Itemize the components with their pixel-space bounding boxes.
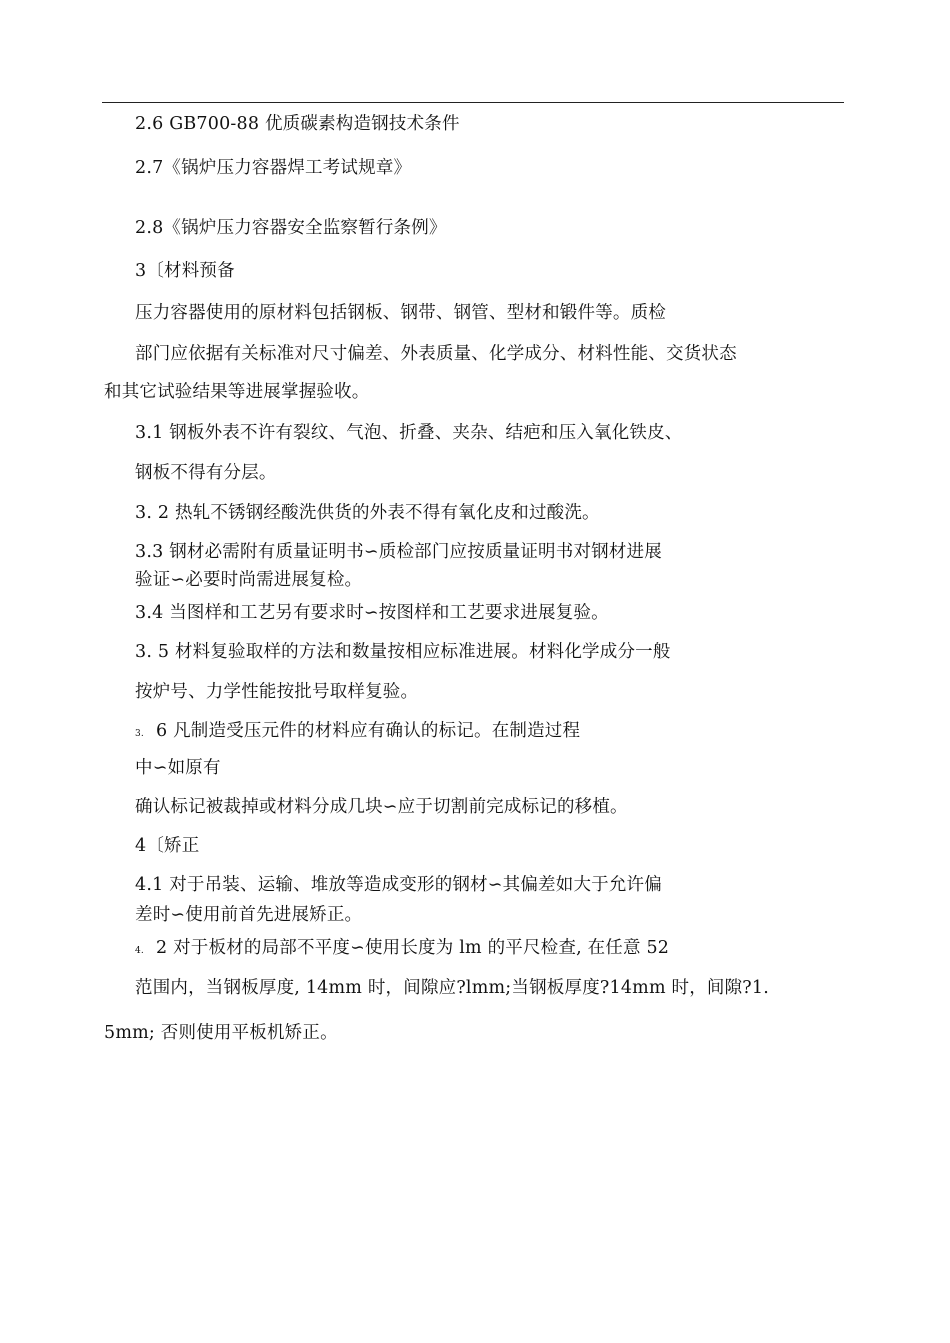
item-number-4: 4.: [135, 946, 144, 956]
header-rule: [102, 102, 844, 103]
text-line-3-5-b: 按炉号、力学性能按批号取样复验。: [135, 682, 419, 702]
text-line-3-6-c: 确认标记被裁掉或材料分成几块∽应于切割前完成标记的移植。: [135, 797, 628, 817]
text-line-4-2-b: 范围内，当钢板厚度, 14mm 时，间隙应?lmm;当钢板厚度?14mm 时，间隙?1.: [135, 978, 769, 998]
text-line-4-1-a: 4.1 对于吊装、运输、堆放等造成变形的钢材∽其偏差如大于允许偏: [135, 875, 662, 895]
text-line-3-3-a: 3.3 钢材必需附有质量证明书∽质检部门应按质量证明书对钢材进展: [135, 542, 662, 562]
text-line-materials-1: 压力容器使用的原材料包括钢板、钢带、钢管、型材和锻件等。质检: [135, 303, 666, 323]
text-line-4-2-a-body: 2 对于板材的局部不平度∽使用长度为 lm 的平尺检查, 在任意 52: [156, 938, 670, 958]
text-line-2-8: 2.8《锅炉压力容器安全监察暂行条例》: [135, 218, 447, 238]
text-line-3-6-a-body: 6 凡制造受压元件的材料应有确认的标记。在制造过程: [156, 721, 581, 741]
text-line-3-4: 3.4 当图样和工艺另有要求时∽按图样和工艺要求进展复验。: [135, 603, 609, 623]
text-line-2-7: 2.7《锅炉压力容器焊工考试规章》: [135, 158, 412, 178]
text-line-3-1-b: 钢板不得有分层。: [135, 463, 277, 483]
section-heading-4: 4〔矫正: [135, 836, 200, 856]
text-line-2-6: 2.6 GB700-88 优质碳素构造钢技术条件: [135, 114, 460, 134]
text-line-materials-2: 部门应依据有关标准对尺寸偏差、外表质量、化学成分、材料性能、交货状态: [135, 344, 737, 364]
text-line-4-1-b: 差时∽使用前首先进展矫正。: [135, 905, 363, 925]
text-line-3-2: 3. 2 热轧不锈钢经酸洗供货的外表不得有氧化皮和过酸洗。: [135, 503, 600, 523]
text-line-materials-3: 和其它试验结果等进展掌握验收。: [104, 382, 370, 402]
text-line-3-6-b: 中∽如原有: [135, 758, 221, 778]
item-number-3: 3.: [135, 729, 144, 739]
text-line-3-1-a: 3.1 钢板外表不许有裂纹、气泡、折叠、夹杂、结疤和压入氧化铁皮、: [135, 423, 683, 443]
section-heading-3: 3〔材料预备: [135, 261, 235, 281]
text-line-3-6-a: [135, 720, 580, 745]
text-line-3-5-a: 3. 5 材料复验取样的方法和数量按相应标准进展。材料化学成分一般: [135, 642, 671, 662]
text-line-4-2-a: [135, 937, 669, 962]
text-line-4-2-c: 5mm; 否则使用平板机矫正。: [104, 1023, 338, 1043]
text-line-3-3-b: 验证∽必要时尚需进展复检。: [135, 570, 363, 590]
